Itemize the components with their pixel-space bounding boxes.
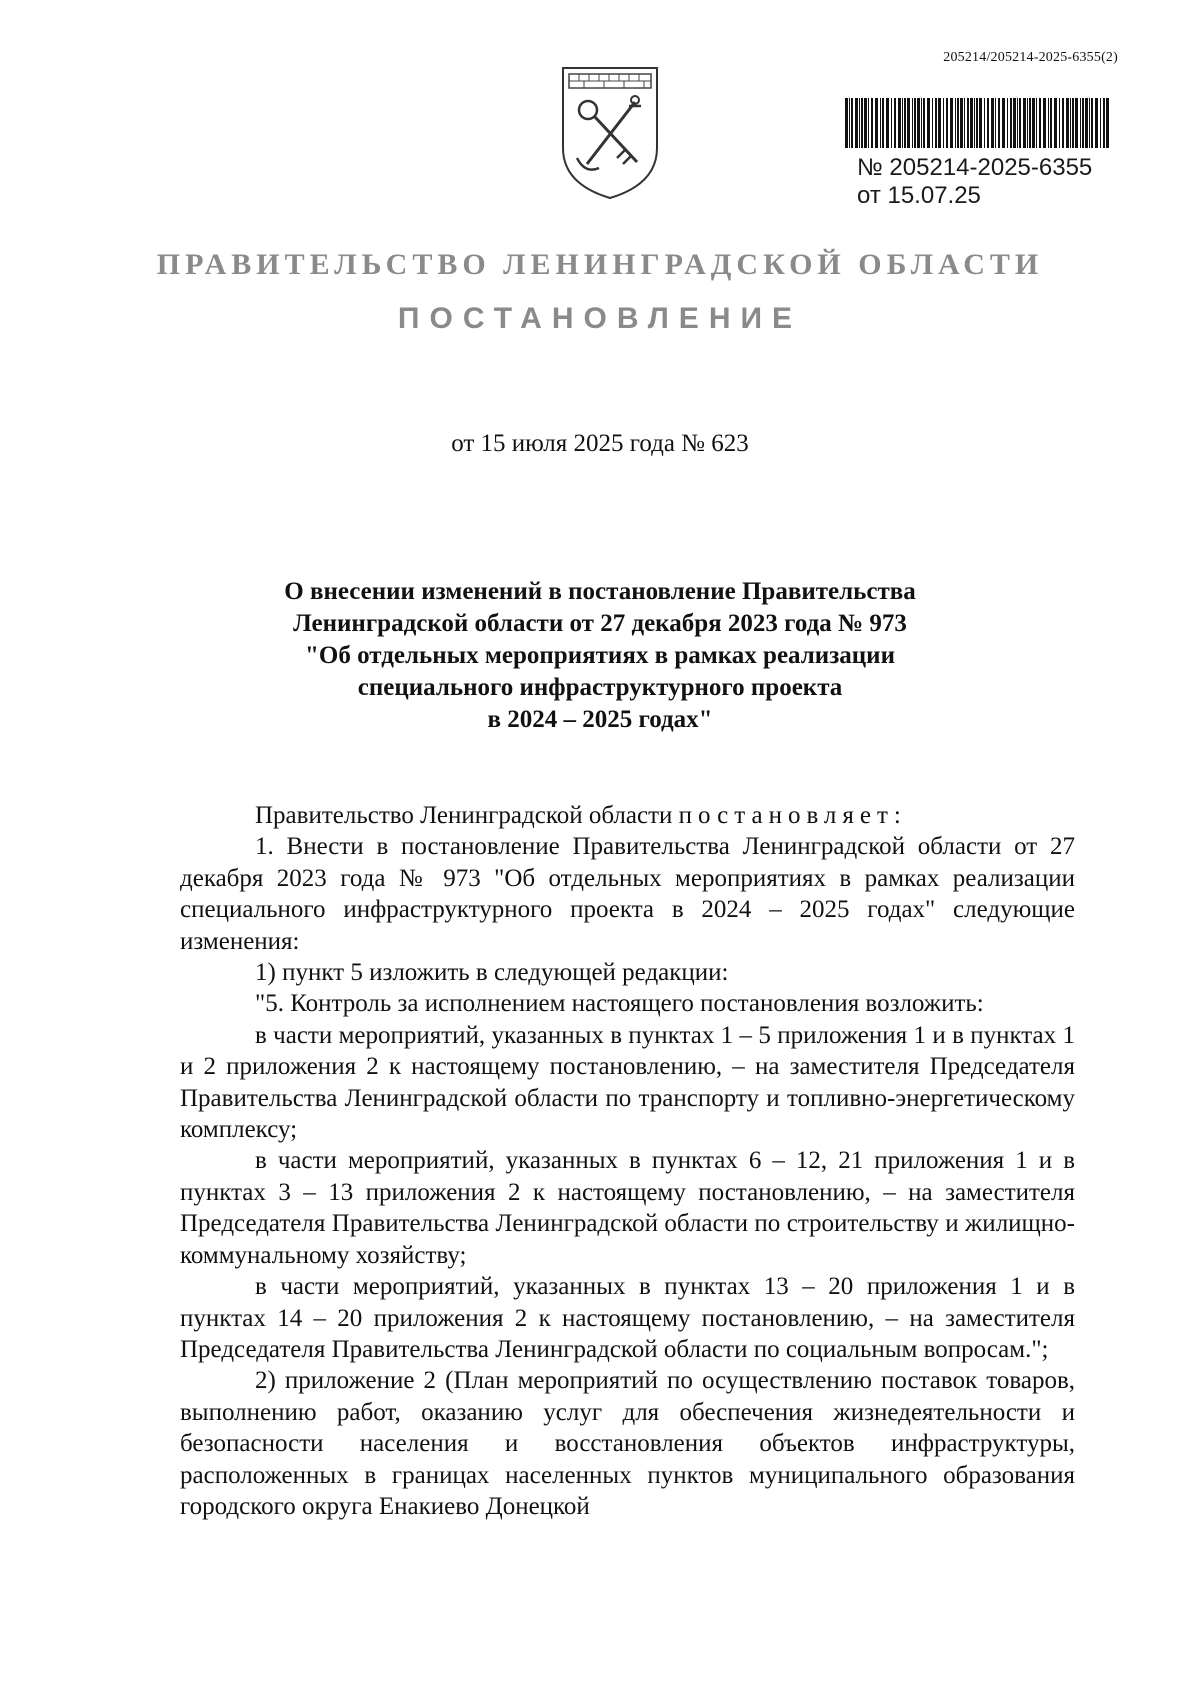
barcode-icon xyxy=(845,98,1113,148)
body-paragraph: в части мероприятий, указанных в пунктах 13 – 20 приложения 1 и в пунктах 14 – 20 приложения 2 к настоящему постановлению, – на заместителя Председателя Правительства Ленинградской области по социальным вопросам."; xyxy=(180,1273,1075,1363)
body-paragraph: в части мероприятий, указанных в пунктах 6 – 12, 21 приложения 1 и в пунктах 3 – 13 приложения 2 к настоящему постановлению, – на заместителя Председателя Правительства Ленинградской области по строительству и жилищно-коммунальному хозяйству; xyxy=(180,1147,1075,1269)
title-line: "Об отдельных мероприятиях в рамках реализации xyxy=(305,642,895,669)
resolution-body xyxy=(180,800,1075,1522)
body-intro xyxy=(180,800,1075,831)
document-type: ПОСТАНОВЛЕНИЕ xyxy=(397,302,803,335)
body-paragraph: "5. Контроль за исполнением настоящего постановления возложить: xyxy=(255,990,984,1018)
body-paragraph: 1) пункт 5 изложить в следующей редакции: xyxy=(255,959,729,987)
resolution-title xyxy=(150,576,1050,736)
title-line: специального инфраструктурного проекта xyxy=(357,674,843,701)
registration-date: от 15.07.25 xyxy=(857,182,981,209)
body-paragraph: 1. Внести в постановление Правительства Ленинградской области от 27 декабря 2023 года № 973 "Об отдельных мероприятиях в рамках реализации специального инфраструктурного проекта в 2024 – 2025 годах" следующие изменения: xyxy=(180,833,1075,955)
resolution-date-number: от 15 июля 2025 года № 623 xyxy=(451,430,749,457)
title-line: в 2024 – 2025 годах" xyxy=(487,706,713,733)
body-paragraph: в части мероприятий, указанных в пунктах 1 – 5 приложения 1 и в пунктах 1 и 2 приложения 2 к настоящему постановлению, – на заместителя Председателя Правительства Ленинградской области по транспорту и топливно-энергетическому комплексу; xyxy=(180,1021,1075,1144)
document-id: 205214/205214-2025-6355(2) xyxy=(943,50,1118,65)
coat-of-arms-icon xyxy=(555,62,665,202)
title-line: О внесении изменений в постановление Правительства xyxy=(284,578,916,605)
intro-lead: Правительство Ленинградской области xyxy=(255,802,673,829)
registration-stamp xyxy=(857,154,1092,210)
body-paragraph: 2) приложение 2 (План мероприятий по осуществлению поставок товаров, выполнению работ, оказанию услуг для обеспечения жизнедеятельности и безопасности населения и восстановления объектов инфраструктуры, расположенных в границах населенных пунктов муниципального образования городского округа Енакиево Донецкой xyxy=(180,1367,1075,1520)
registration-number: № 205214-2025-6355 xyxy=(857,154,1093,181)
title-line: Ленинградской области от 27 декабря 2023 года № 973 xyxy=(293,610,907,637)
intro-decrees: постановляет: xyxy=(678,802,907,829)
government-title: ПРАВИТЕЛЬСТВО ЛЕНИНГРАДСКОЙ ОБЛАСТИ xyxy=(156,248,1044,281)
